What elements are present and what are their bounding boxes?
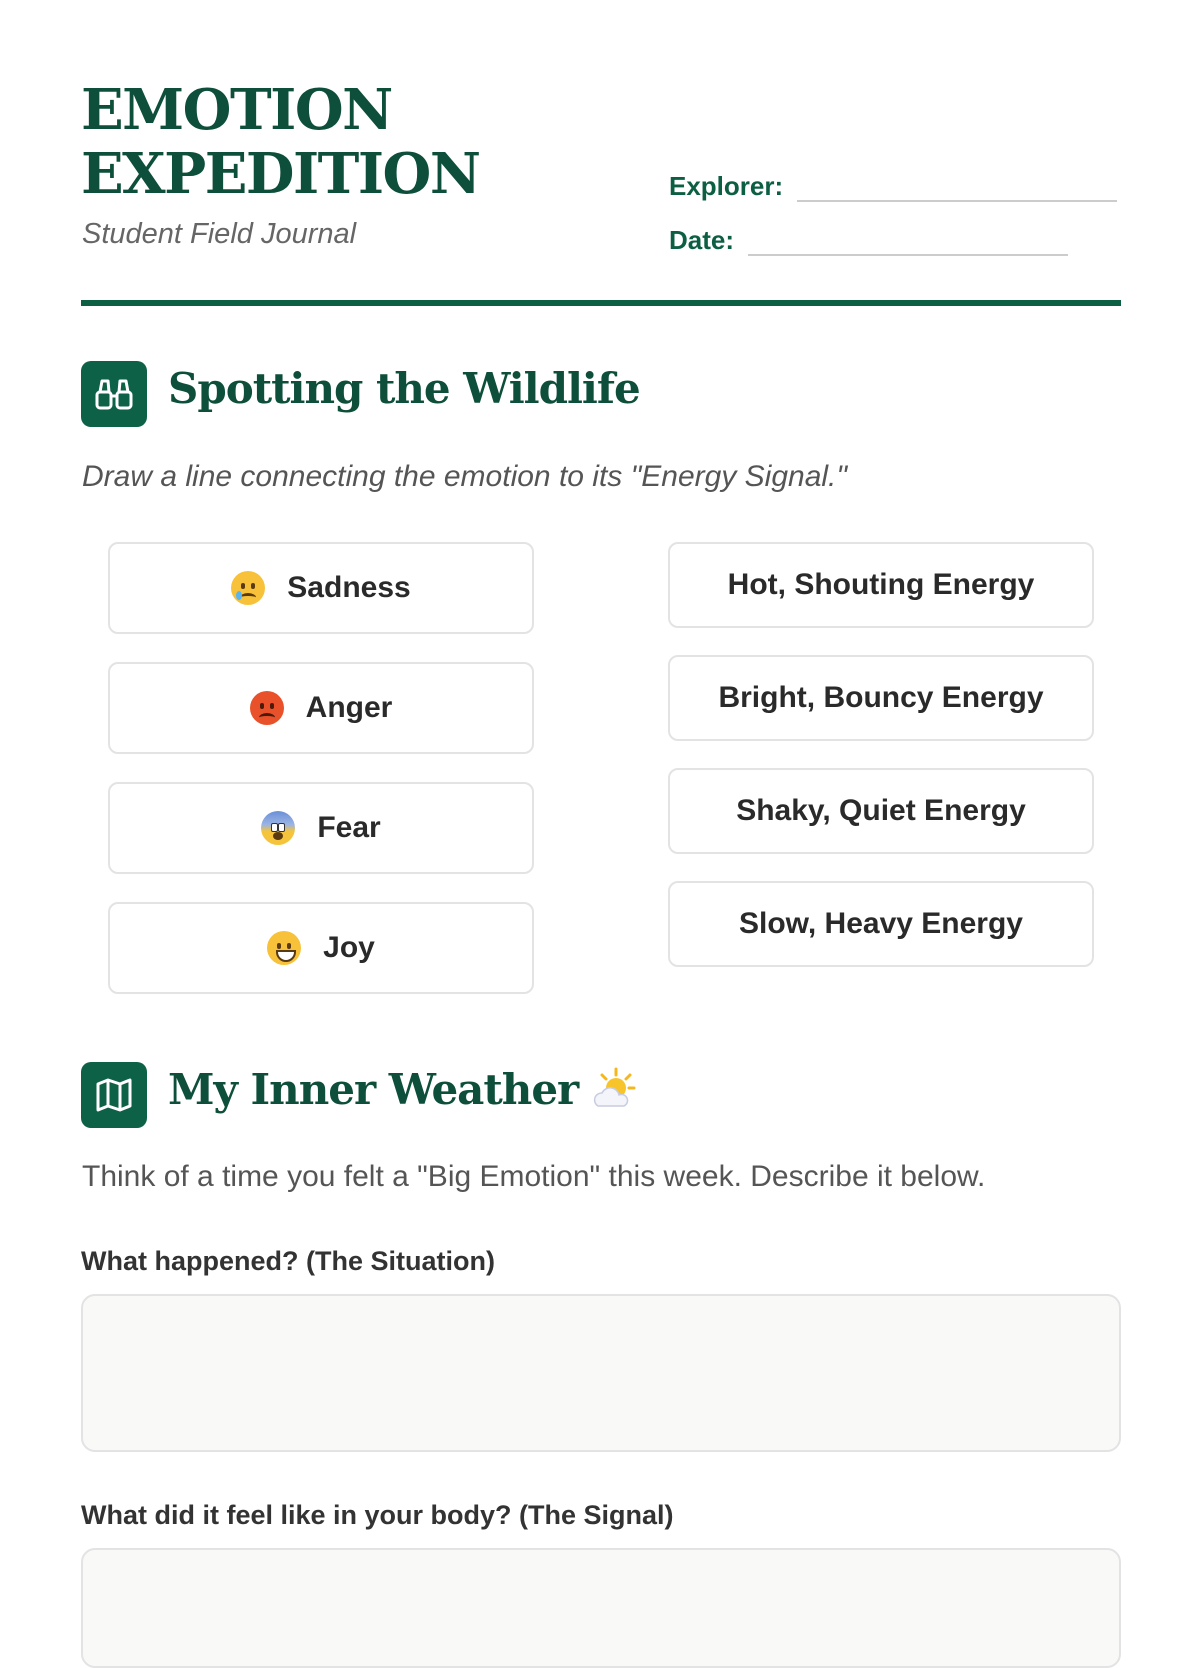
question-situation-label: What happened? (The Situation) (81, 1246, 495, 1276)
situation-answer-box[interactable] (81, 1294, 1121, 1452)
title-line-1: EMOTION (81, 77, 392, 143)
question-signal-label: What did it feel like in your body? (The Signal) (81, 1500, 674, 1530)
signal-card-shaky-quiet[interactable]: Shaky, Quiet Energy (668, 768, 1094, 854)
emotion-label: Joy (323, 931, 375, 964)
map-icon (81, 1062, 147, 1128)
binoculars-icon (81, 361, 147, 427)
explorer-label: Explorer: (669, 171, 784, 201)
section-title-wildlife: Spotting the Wildlife (168, 364, 640, 413)
signal-answer-box[interactable] (81, 1548, 1121, 1668)
signal-card-slow-heavy[interactable]: Slow, Heavy Energy (668, 881, 1094, 967)
grinning-face-emoji (267, 931, 301, 965)
header-divider (81, 300, 1121, 306)
emotion-card-joy[interactable] (108, 902, 534, 994)
weather-instructions: Think of a time you felt a "Big Emotion" this week. Describe it below. (82, 1160, 986, 1193)
date-label: Date: (669, 225, 735, 255)
angry-face-emoji (250, 691, 284, 725)
page-subtitle: Student Field Journal (82, 218, 357, 250)
explorer-input-line[interactable] (797, 170, 1117, 202)
date-input-line[interactable] (748, 224, 1068, 256)
crying-face-emoji (231, 571, 265, 605)
matching-instructions: Draw a line connecting the emotion to its "Energy Signal." (82, 460, 848, 493)
emotion-card-anger[interactable] (108, 662, 534, 754)
signal-card-bright-bouncy[interactable]: Bright, Bouncy Energy (668, 655, 1094, 741)
date-field (669, 224, 1068, 256)
emotion-label: Sadness (287, 571, 411, 604)
section-title-weather-text: My Inner Weather (168, 1065, 579, 1114)
explorer-field (669, 170, 1117, 202)
emotion-card-sadness[interactable] (108, 542, 534, 634)
fearful-face-emoji (261, 811, 295, 845)
emotion-label: Anger (305, 691, 393, 724)
signal-card-hot-shouting[interactable]: Hot, Shouting Energy (668, 542, 1094, 628)
emotion-card-fear[interactable] (108, 782, 534, 874)
sun-behind-cloud-emoji (590, 1066, 638, 1114)
emotion-label: Fear (317, 811, 381, 844)
title-line-2: EXPEDITION (81, 141, 480, 207)
page-title (81, 78, 480, 206)
section-title-weather (168, 1065, 638, 1114)
